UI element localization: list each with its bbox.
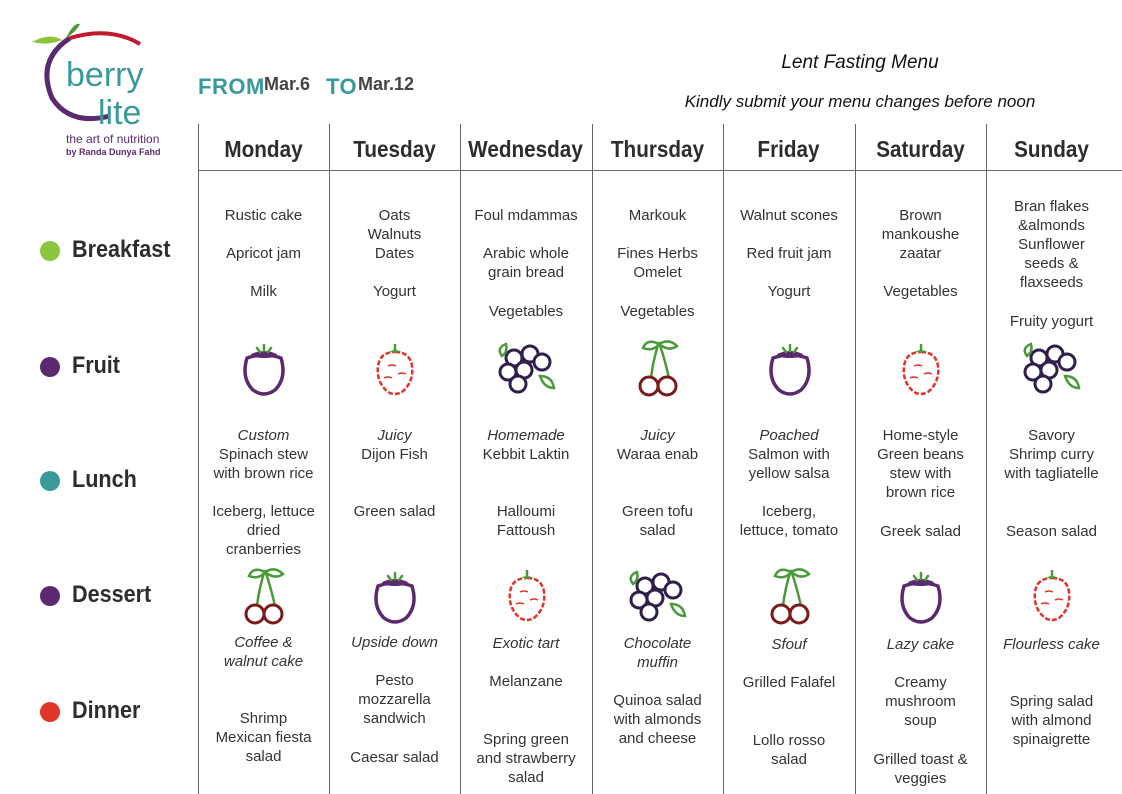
lunch-dot-icon xyxy=(40,471,60,491)
tuesday-dinner-salad: Caesar salad xyxy=(350,749,439,766)
tuesday-breakfast-item: Oats Walnuts Dates xyxy=(367,207,422,262)
sunday-breakfast-item: Fruity yogurt xyxy=(1009,313,1094,330)
raspberry-icon xyxy=(888,336,954,402)
fig-icon xyxy=(757,336,823,402)
saturday-breakfast-item: Vegetables xyxy=(883,283,958,300)
monday-lunch-salad: Iceberg, lettuce dried cranberries xyxy=(212,503,315,558)
day-header-wednesday: Wednesday xyxy=(468,136,583,162)
svg-text:berry: berry xyxy=(66,56,144,94)
meal-label-lunch: Lunch xyxy=(72,466,137,493)
wednesday-dinner-item: Melanzane xyxy=(489,673,563,690)
thursday-dessert: Chocolate muffin xyxy=(623,635,692,671)
monday-breakfast-item: Rustic cake xyxy=(224,207,303,224)
page-title: Lent Fasting Menu xyxy=(781,52,939,73)
sunday-lunch-salad: Season salad xyxy=(1006,523,1097,540)
monday-breakfast-item: Apricot jam xyxy=(225,245,302,262)
to-label: TO xyxy=(326,74,358,99)
thursday-breakfast-item: Fines Herbs Omelet xyxy=(617,245,698,281)
day-header-friday: Friday xyxy=(757,136,820,162)
day-header-monday: Monday xyxy=(224,136,303,162)
wednesday-lunch-salad: Halloumi Fattoush xyxy=(496,503,556,539)
from-date: Mar.6 xyxy=(264,74,311,94)
wednesday-breakfast-item: Vegetables xyxy=(488,303,564,320)
fig-icon xyxy=(362,564,428,630)
logo-swoosh-icon xyxy=(30,20,190,130)
tuesday-lunch-item: Dijon Fish xyxy=(361,446,428,463)
cherry-icon xyxy=(625,334,691,400)
logo-tagline: the art of nutrition xyxy=(66,132,160,146)
wednesday-lunch-adjective: Homemade xyxy=(487,427,565,444)
wednesday-lunch-item: Kebbit Laktin xyxy=(482,446,570,463)
grapes-icon xyxy=(625,562,691,628)
day-header-sunday: Sunday xyxy=(1014,136,1089,162)
fruit-dot-icon xyxy=(40,357,60,377)
breakfast-dot-icon xyxy=(40,241,60,261)
friday-dinner-item: Grilled Falafel xyxy=(742,674,836,691)
friday-breakfast-item: Red fruit jam xyxy=(746,245,832,262)
meal-label-fruit: Fruit xyxy=(72,352,120,379)
day-header-saturday: Saturday xyxy=(876,136,965,162)
logo-byline: by Randa Dunya Fahd xyxy=(66,147,161,157)
thursday-dinner-item: Quinoa salad with almonds and cheese xyxy=(613,692,702,747)
raspberry-icon xyxy=(362,336,428,402)
header-divider xyxy=(198,170,1122,171)
thursday-lunch-item: Waraa enab xyxy=(616,446,699,463)
thursday-breakfast-item: Markouk xyxy=(628,207,687,224)
cherry-icon xyxy=(231,562,297,628)
tuesday-dessert: Upside down xyxy=(351,634,438,651)
fig-icon xyxy=(231,336,297,402)
sunday-breakfast-item: Bran flakes &almonds Sunflower seeds & flaxseeds xyxy=(1013,198,1090,291)
wednesday-breakfast-item: Foul mdammas xyxy=(474,207,578,224)
tuesday-dinner-item: Pesto mozzarella sandwich xyxy=(358,672,431,727)
monday-breakfast-item: Milk xyxy=(250,283,277,300)
tuesday-lunch-adjective: Juicy xyxy=(377,427,412,444)
saturday-breakfast-item: Brown mankoushe zaatar xyxy=(881,207,960,262)
friday-lunch-salad: Iceberg, lettuce, tomato xyxy=(739,503,839,539)
monday-dessert: Coffee & walnut cake xyxy=(223,634,304,670)
wednesday-dessert: Exotic tart xyxy=(492,635,560,652)
meal-label-dinner: Dinner xyxy=(72,697,141,724)
sunday-lunch-item: Savory Shrimp curry with tagliatelle xyxy=(1004,427,1099,482)
monday-lunch-item: Spinach stew with brown rice xyxy=(213,446,314,482)
saturday-dessert: Lazy cake xyxy=(886,636,955,653)
cherry-icon xyxy=(757,562,823,628)
grapes-icon xyxy=(1019,334,1085,400)
day-header-thursday: Thursday xyxy=(610,136,705,162)
sunday-dessert: Flourless cake xyxy=(1003,636,1100,653)
meal-label-dessert: Dessert xyxy=(72,581,152,608)
friday-dessert: Sfouf xyxy=(771,636,807,653)
grapes-icon xyxy=(494,334,560,400)
page-subtitle: Kindly submit your menu changes before noon xyxy=(684,92,1036,111)
saturday-lunch-salad: Greek salad xyxy=(880,523,961,540)
thursday-breakfast-item: Vegetables xyxy=(620,303,695,320)
tuesday-lunch-salad: Green salad xyxy=(353,503,436,520)
thursday-lunch-adjective: Juicy xyxy=(640,427,675,444)
friday-dinner-salad: Lollo rosso salad xyxy=(752,732,826,768)
logo xyxy=(30,20,190,170)
dinner-dot-icon xyxy=(40,702,60,722)
to-date: Mar.12 xyxy=(358,74,415,94)
friday-breakfast-item: Yogurt xyxy=(767,283,811,300)
friday-breakfast-item: Walnut scones xyxy=(740,207,838,224)
sunday-dinner-item: Spring salad with almond spinaigrette xyxy=(1009,693,1094,748)
from-label: FROM xyxy=(198,74,265,99)
saturday-dinner-item: Creamy mushroom soup xyxy=(885,674,956,729)
saturday-lunch-item: Home-style Green beans stew with brown rice xyxy=(877,427,964,501)
monday-dinner-item: Shrimp Mexican fiesta salad xyxy=(215,710,312,765)
friday-lunch-adjective: Poached xyxy=(759,427,819,444)
wednesday-dinner-salad: Spring green and strawberry salad xyxy=(476,731,576,786)
meal-label-breakfast: Breakfast xyxy=(72,236,171,263)
monday-lunch-adjective: Custom xyxy=(237,427,290,444)
dessert-dot-icon xyxy=(40,586,60,606)
day-header-tuesday: Tuesday xyxy=(353,136,436,162)
svg-text:lite: lite xyxy=(98,94,142,130)
fig-icon xyxy=(888,564,954,630)
wednesday-breakfast-item: Arabic whole grain bread xyxy=(483,245,569,281)
thursday-lunch-salad: Green tofu salad xyxy=(622,503,693,539)
tuesday-breakfast-item: Yogurt xyxy=(373,283,416,300)
raspberry-icon xyxy=(494,562,560,628)
raspberry-icon xyxy=(1019,562,1085,628)
friday-lunch-item: Salmon with yellow salsa xyxy=(748,446,830,482)
saturday-dinner-side: Grilled toast & veggies xyxy=(873,751,968,787)
